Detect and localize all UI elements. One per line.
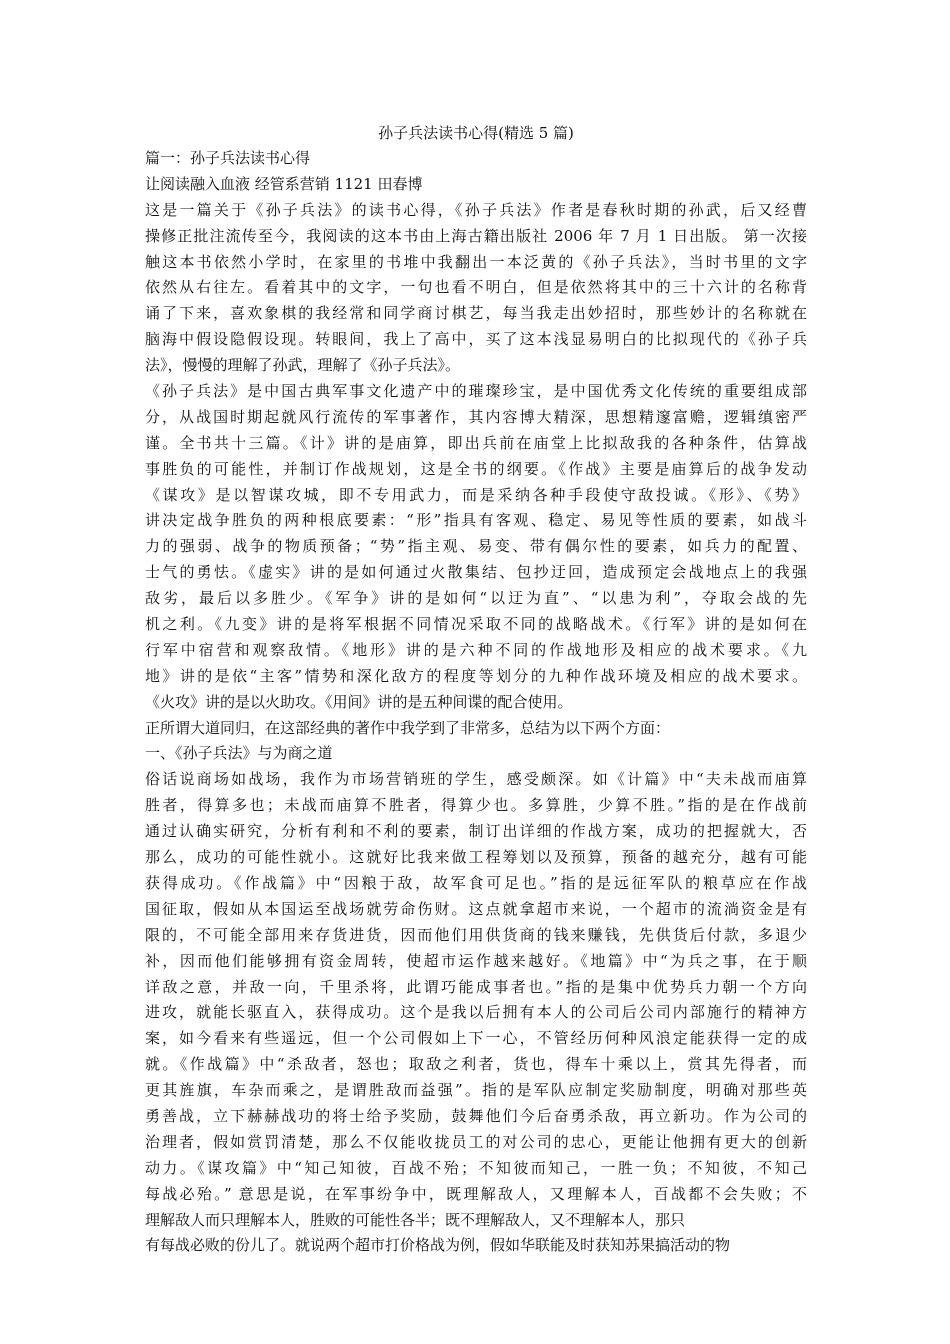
text-line: 脑海中假设隐假设现。转眼间，我上了高中，买了这本浅显易明白的比拟现代的《孙子兵 [145, 330, 807, 349]
text-line: 每战必殆。” 意思是说，在军事纷争中，既理解敌人，又理解本人，百战都不会失败；不 [145, 1184, 807, 1203]
text-line: 俗话说商场如战场，我作为市场营销班的学生，感受颇深。如《计篇》中“夫未战而庙算 [145, 770, 807, 789]
text-line: 一、《孙子兵法》与为商之道 [145, 744, 333, 763]
text-line: 诵了下来，喜欢象棋的我经常和同学商讨棋艺，每当我走出妙招时，那些妙计的名称就在 [145, 304, 807, 323]
text-line: 动力。《谋攻篇》中“知己知彼，百战不殆；不知彼而知己，一胜一负；不知彼，不知己 [145, 1158, 807, 1177]
text-line: 操修正批注流传至今，我阅读的这本书由上海古籍出版社 2006 年 7 月 1 日出版。 第一次接 [145, 226, 807, 245]
text-line: 详敌之意，并敌一向，千里杀将，此谓巧能成事者也。”指的是集中优势兵力朝一个方向 [145, 977, 807, 996]
text-line: 案，如今看来有些遥远，但一个公司假如上下一心，不管经历何种风浪定能获得一定的成 [145, 1029, 807, 1048]
text-line: 分，从战国时期起就风行流传的军事著作，其内容博大精深，思想精邃富赡，逻辑缜密严 [145, 407, 807, 426]
text-line: 勇善战，立下赫赫战功的将士给予奖励，鼓舞他们今后奋勇杀敌，再立新功。作为公司的 [145, 1106, 807, 1125]
text-line: 让阅读融入血液 经管系营销 1121 田春博 [145, 174, 423, 193]
document-title: 孙子兵法读书心得(精选 5 篇) [378, 124, 574, 142]
text-line: 就。《作战篇》中“杀敌者，怒也；取敌之利者，货也，得车十乘以上，赏其先得者，而 [145, 1055, 807, 1074]
text-line: 进攻，就能长驱直入，获得成功。这个是我以后拥有本人的公司后公司内部施行的精神方 [145, 1003, 807, 1022]
text-line: 正所谓大道同归，在这部经典的著作中我学到了非常多，总结为以下两个方面： [145, 718, 671, 737]
text-line: 地》讲的是依“主客”情势和深化敌方的程度等划分的九种作战环境及相应的战术要求。 [145, 666, 807, 685]
text-line: 治理者，假如赏罚清楚，那么不仅能收拢员工的对公司的忠心，更能让他拥有更大的创新 [145, 1132, 807, 1151]
text-line: 依然从右往左。看着其中的文字，一句也看不明白，但是依然将其中的三十六计的名称背 [145, 278, 807, 297]
document-body [145, 120, 807, 1259]
text-line: 力的强弱、战争的物质预备；“势”指主观、易变、带有偶尔性的要素，如兵力的配置、 [145, 537, 807, 556]
text-line: 士气的勇怯。《虚实》讲的是如何通过火散集结、包抄迂回，造成预定会战地点上的我强 [145, 563, 807, 582]
text-line: 敌劣，最后以多胜少。《军争》讲的是如何“以迂为直”、“以患为利”，夺取会战的先 [145, 589, 807, 608]
text-line: 触这本书依然小学时，在家里的书堆中我翻出一本泛黄的《孙子兵法》，当时书里的文字 [145, 252, 807, 271]
text-line: 《孙子兵法》是中国古典军事文化遗产中的璀璨珍宝，是中国优秀文化传统的重要组成部 [145, 382, 807, 401]
text-line: 篇一：孙子兵法读书心得 [145, 149, 311, 167]
text-line: 《谋攻》是以智谋攻城，即不专用武力，而是采纳各种手段使守敌投诚。《形》、《势》 [145, 485, 807, 504]
text-line: 行军中宿营和观察敌情。《地形》讲的是六种不同的作战地形及相应的战术要求。《九 [145, 640, 807, 659]
text-line: 获得成功。《作战篇》中“因粮于敌，故军食可足也。”指的是远征军队的粮草应在作战 [145, 873, 807, 892]
text-line: 那么，成功的可能性就小。这就好比我来做工程筹划以及预算，预备的越充分，越有可能 [145, 848, 807, 867]
text-line: 通过认确实研究，分析有利和不利的要素，制订出详细的作战方案，成功的把握就大，否 [145, 822, 807, 841]
text-line: 更其旌旗，车杂而乘之，是谓胜敌而益强”。指的是军队应制定奖励制度，明确对那些英 [145, 1081, 807, 1100]
text-line: 国征取，假如从本国运至战场就劳命伤财。这点就拿超市来说，一个超市的流淌资金是有 [145, 899, 807, 918]
text-line: 有每战必败的份儿了。就说两个超市打价格战为例，假如华联能及时获知苏果搞活动的物 [145, 1236, 731, 1255]
text-line: 法》，慢慢的理解了孙武，理解了《孙子兵法》。 [145, 356, 461, 375]
text-line: 谨。全书共十三篇。《计》讲的是庙算，即出兵前在庙堂上比拟敌我的各种条件，估算战 [145, 433, 807, 452]
text-line: 事胜负的可能性，并制订作战规划，这是全书的纲要。《作战》主要是庙算后的战争发动 [145, 459, 807, 478]
text-line: 《火攻》讲的是以火助攻。《用间》讲的是五种间谍的配合使用。 [145, 692, 573, 711]
text-line: 胜者，得算多也；未战而庙算不胜者，得算少也。多算胜，少算不胜。”指的是在作战前 [145, 796, 807, 815]
document-text [145, 146, 807, 1259]
text-line: 理解敌人而只理解本人，胜败的可能性各半；既不理解敌人，又不理解本人，那只 [145, 1210, 686, 1229]
text-line: 限的，不可能全部用来存货进货，因而他们用供货商的钱来赚钱，先供货后付款，多退少 [145, 925, 807, 944]
text-line: 补，因而他们能够拥有资金周转，使超市运作越来越好。《地篇》中“为兵之事，在于顺 [145, 951, 807, 970]
text-line: 讲决定战争胜负的两种根底要素：“形”指具有客观、稳定、易见等性质的要素，如战斗 [145, 511, 807, 530]
text-line: 机之利。《九变》讲的是将军根据不同情况采取不同的战略战术。《行军》讲的是如何在 [145, 615, 807, 634]
text-line: 这是一篇关于《孙子兵法》的读书心得，《孙子兵法》作者是春秋时期的孙武，后又经曹 [145, 200, 807, 219]
